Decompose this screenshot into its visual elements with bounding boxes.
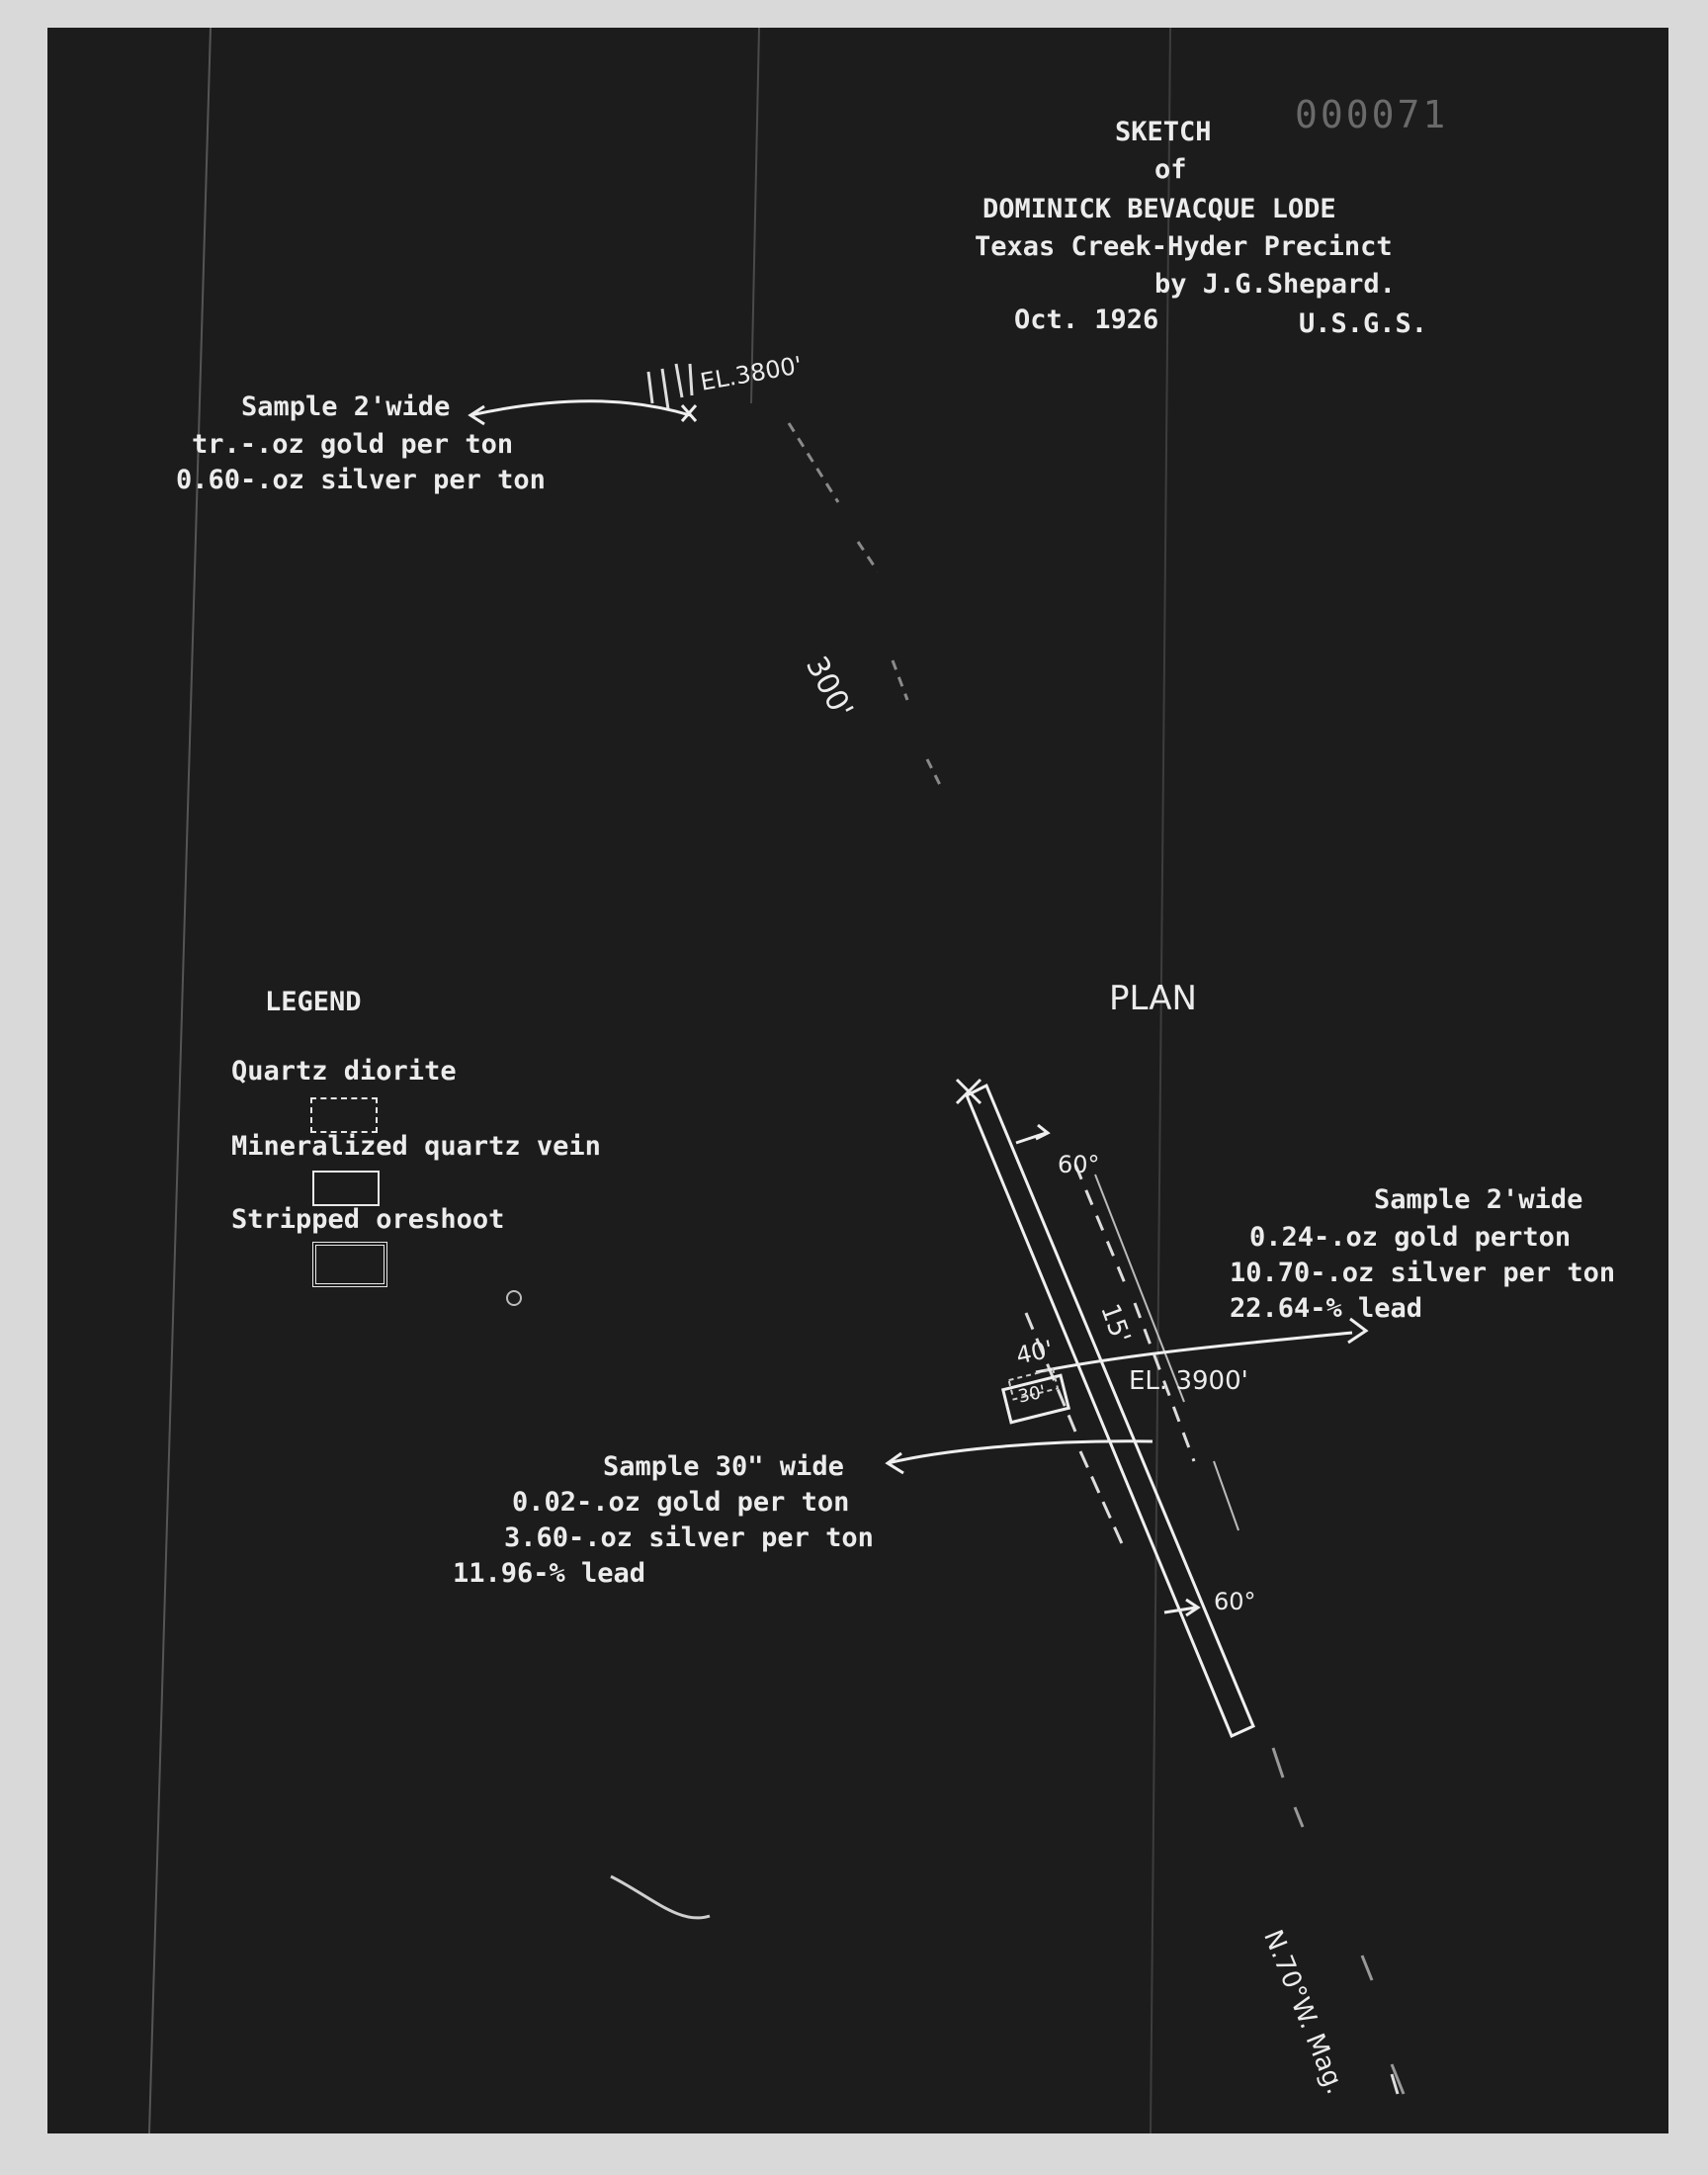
upper-sample-leader (470, 401, 690, 415)
bearing-label: N.70°W. Mag. (1257, 1926, 1351, 2099)
plan-label: PLAN (1109, 979, 1197, 1018)
title-agency: U.S.G.S. (1299, 308, 1428, 339)
right-sample-gold: 0.24-.oz gold perton (1249, 1222, 1572, 1253)
archive-stamp: 000071 (1295, 93, 1449, 136)
title-line-of: of (1154, 154, 1187, 185)
oreshoot-outline-upper (1075, 1165, 1194, 1461)
upper-sample-gold: tr.-.oz gold per ton (192, 429, 514, 460)
stray-speck (507, 1291, 521, 1305)
distance-label: 300' (798, 651, 860, 725)
right-sample-lead: 22.64-% lead (1230, 1293, 1423, 1324)
lower-sample-title: Sample 30" wide (603, 1451, 844, 1482)
bearing-trace (1273, 1748, 1404, 2094)
lower-sample-lead: 11.96-% lead (453, 1558, 646, 1589)
upper-hachures (648, 364, 692, 409)
lower-sample-arrow (888, 1453, 903, 1473)
title-lode-name: DOMINICK BEVACQUE LODE (982, 194, 1336, 224)
elevation-upper-label: EL.3800' (698, 351, 805, 396)
pit-label: 30' (1016, 1381, 1048, 1408)
lower-sample-gold: 0.02-.oz gold per ton (512, 1487, 850, 1518)
dip-label-lower: 60° (1214, 1588, 1256, 1615)
title-line-sketch: SKETCH (1115, 117, 1212, 147)
width-15-label: 15' (1094, 1299, 1137, 1348)
sheet-crease-left (149, 28, 211, 2133)
legend-swatch-oreshoot (312, 1242, 387, 1287)
lower-sample-silver: 3.60-.oz silver per ton (504, 1522, 874, 1553)
vein-trace-upper (789, 423, 942, 789)
dip-label-upper: 60° (1058, 1151, 1100, 1178)
legend-swatch-quartz-vein (312, 1171, 380, 1206)
right-sample-silver: 10.70-.oz silver per ton (1230, 1258, 1616, 1288)
upper-sample-title: Sample 2'wide (241, 392, 451, 422)
right-sample-title: Sample 2'wide (1374, 1184, 1583, 1215)
title-precinct: Texas Creek-Hyder Precinct (975, 231, 1393, 262)
width-40-label: 40' (1013, 1335, 1056, 1370)
dip-arrow-upper (1016, 1125, 1048, 1143)
legend-swatch-quartz-diorite (310, 1097, 378, 1133)
elevation-lower-label: EL. 3900' (1129, 1366, 1248, 1396)
title-author: by J.G.Shepard. (1154, 269, 1396, 300)
stray-mark (611, 1876, 710, 1918)
title-date: Oct. 1926 (1014, 304, 1159, 335)
legend-label-oreshoot: Stripped oreshoot (231, 1204, 505, 1235)
legend-label-quartz-diorite: Quartz diorite (231, 1056, 457, 1087)
legend-heading: LEGEND (265, 987, 362, 1017)
upper-sample-silver: 0.60-.oz silver per ton (176, 465, 546, 495)
sheet-crease-mid (751, 28, 759, 403)
legend-label-quartz-vein: Mineralized quartz vein (231, 1131, 601, 1162)
sheet-crease-right (1151, 28, 1170, 2133)
document-sheet (47, 28, 1668, 2133)
